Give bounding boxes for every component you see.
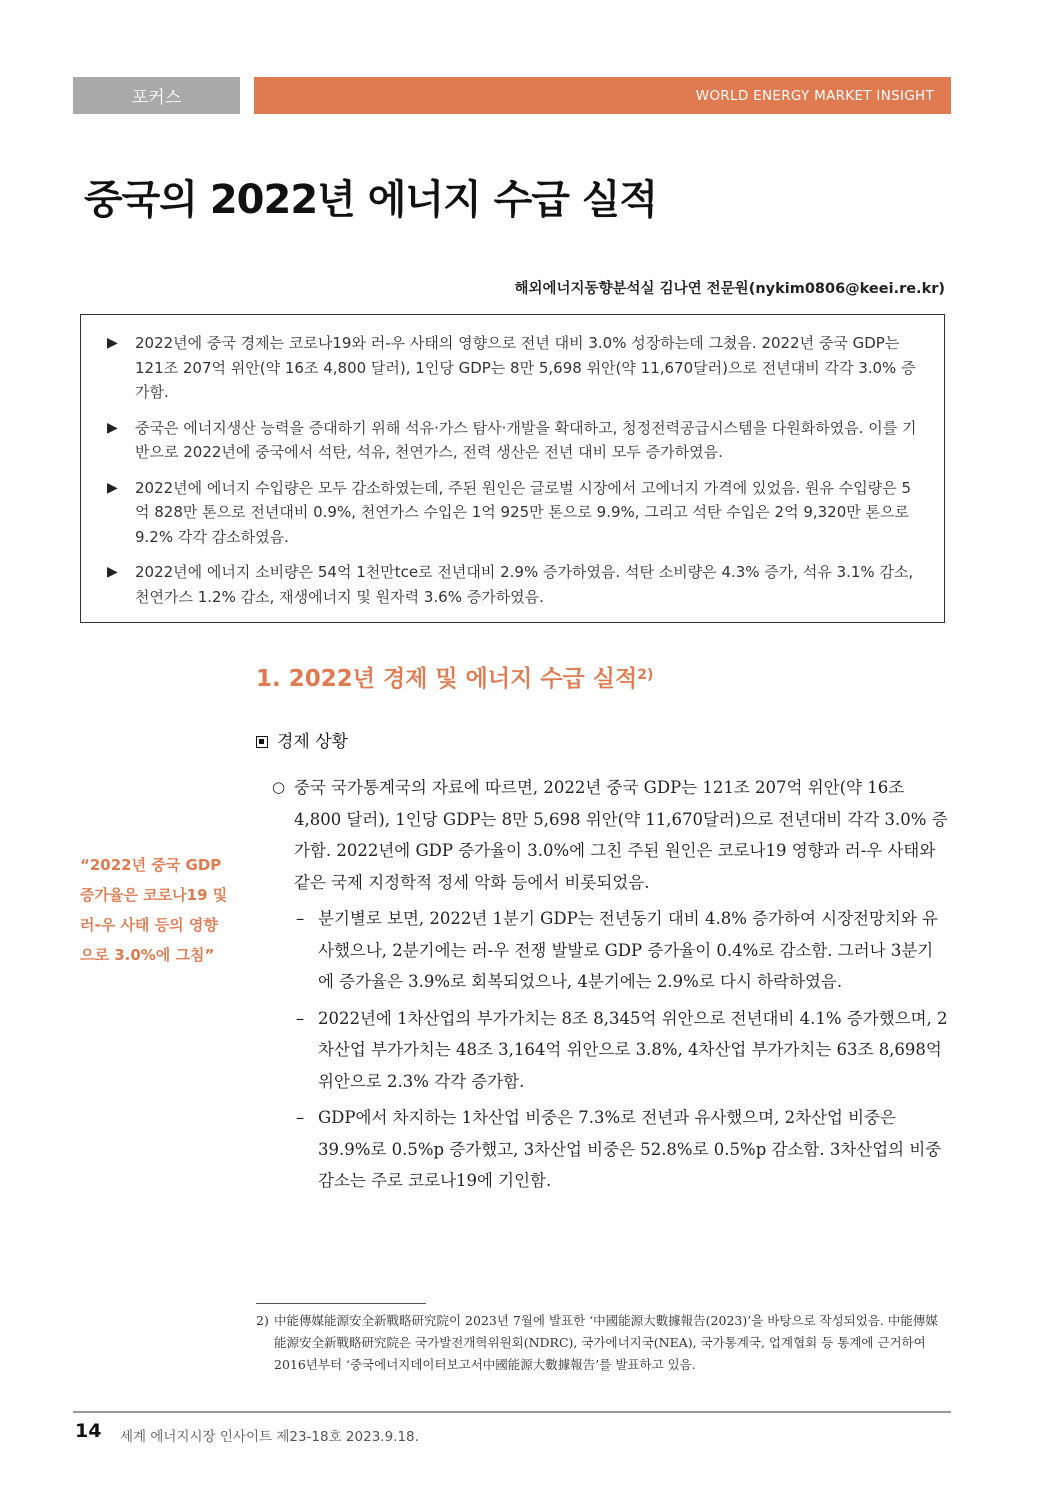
dash-bullet-icon: – — [296, 1008, 305, 1028]
summary-box — [80, 314, 945, 623]
footnote — [256, 1310, 948, 1376]
dash-bullet-icon: – — [296, 909, 305, 928]
footnote-ref: 2) — [637, 667, 654, 683]
dash-paragraph — [272, 1102, 948, 1197]
summary-text: 2022년에 중국 경제는 코로나19와 러-우 사태의 영향으로 전년 대비 3.0% 성장하는데 그쳤음. 2022년 중국 GDP는 121조 207억 위안(약 16조 4,800 달러), 1인당 GDP는 8만 5,698 위안(약 11,670달러)으로 전년대비 각각 3.0% 증가함. — [135, 334, 916, 401]
summary-item — [107, 331, 920, 405]
page-number: 14 — [75, 1420, 102, 1442]
paragraph-text: 2022년에 1차산업의 부가가치는 8조 8,345억 위안으로 전년대비 4.1% 증가했으며, 2차산업 부가가치는 48조 3,164억 위안으로 3.8%, 4차산업 부가가치는 63조 8,698억 위안으로 2.3% 각각 증가함. — [318, 1008, 948, 1091]
footnote-text: 中能傳媒能源安全新戰略研究院이 2023년 7월에 발표한 ‘中國能源大數據報告(2023)’을 바탕으로 작성되었음. 中能傳媒能源安全新戰略研究院은 국가발전개혁위원회(NDRC), 국가에너지국(NEA), 국가통계국, 업계협회 등 통계에 근거하여 2016년부터 ‘중국에너지데이터보고서中國能源大數據報告’를 발표하고 있음. — [274, 1313, 938, 1372]
footnote-divider — [256, 1303, 426, 1304]
summary-item — [107, 476, 920, 550]
triangle-bullet-icon: ▶ — [107, 564, 118, 580]
author-line: 해외에너지동향분석실 김나연 전문원(nykim0806@keei.re.kr) — [514, 281, 945, 297]
publication-title: 세계 에너지시장 인사이트 제23-18호 2023.9.18. — [120, 1429, 419, 1445]
body-text — [272, 772, 948, 1202]
triangle-bullet-icon: ▶ — [107, 479, 118, 496]
subheading — [256, 727, 348, 752]
section-heading-text: 1. 2022년 경제 및 에너지 수급 실적 — [256, 666, 638, 692]
dash-bullet-icon: – — [296, 1108, 305, 1127]
pull-quote: “2022년 중국 GDP 증가율은 코로나19 및 러-우 사태 등의 영향으로 3.0%에 그침” — [80, 856, 228, 964]
summary-text: 2022년에 에너지 수입량은 모두 감소하였는데, 주된 원인은 글로벌 시장에서 고에너지 가격에 있었음. 원유 수입량은 5억 828만 톤으로 전년대비 0.9%, 천연가스 수입은 1억 925만 톤으로 9.9%, 그리고 석탄 수입은 2억 9,320만 톤으로 9.2% 각각 감소하였음. — [135, 478, 912, 546]
paragraph-text: 분기별로 보면, 2022년 1분기 GDP는 전년동기 대비 4.8% 증가하여 시장전망치와 유사했으나, 2분기에는 러-우 전쟁 발발로 GDP 증가율이 0.4%로 감소함. 그러나 3분기에 증가율은 3.9%로 회복되었으나, 4분기에는 2.9%로 다시 하락하였음. — [318, 909, 938, 991]
series-label: WORLD ENERGY MARKET INSIGHT — [254, 77, 951, 114]
footer-divider — [73, 1411, 951, 1413]
dash-paragraph — [272, 1003, 948, 1098]
triangle-bullet-icon: ▶ — [107, 335, 118, 351]
circle-bullet-paragraph — [272, 772, 948, 898]
section-heading — [256, 660, 653, 693]
page-title: 중국의 2022년 에너지 수급 실적 — [84, 177, 658, 223]
summary-item — [107, 416, 920, 465]
dash-paragraph — [272, 903, 948, 998]
triangle-bullet-icon: ▶ — [107, 419, 118, 436]
paragraph-text: GDP에서 차지하는 1차산업 비중은 7.3%로 전년과 유사했으며, 2차산업 비중은 39.9%로 0.5%p 증가했고, 3차산업 비중은 52.8%로 0.5%p 감소함. 3차산업의 비중 감소는 주로 코로나19에 기인함. — [318, 1108, 942, 1190]
summary-text: 2022년에 에너지 소비량은 54억 1천만tce로 전년대비 2.9% 증가하였음. 석탄 소비량은 4.3% 증가, 석유 3.1% 감소, 천연가스 1.2% 감소, 재생에너지 및 원자력 3.6% 증가하였음. — [135, 563, 914, 606]
footnote-number: 2) — [256, 1313, 269, 1328]
circle-bullet-icon: ○ — [272, 778, 286, 796]
summary-text: 중국은 에너지생산 능력을 증대하기 위해 석유·가스 탐사·개발을 확대하고, 청정전력공급시스템을 다원화하였음. 이를 기반으로 2022년에 중국에서 석탄, 석유, 천연가스, 전력 생산은 전년 대비 모두 증가하였음. — [135, 418, 917, 461]
summary-item — [107, 560, 920, 609]
section-label: 포커스 — [73, 77, 240, 114]
subheading-text: 경제 상황 — [277, 732, 349, 752]
paragraph-text: 중국 국가통계국의 자료에 따르면, 2022년 중국 GDP는 121조 207억 위안(약 16조 4,800 달러), 1인당 GDP는 8만 5,698 위안(약 11,670달러)으로 전년대비 각각 3.0% 증가함. 2022년에 GDP 증가율이 3.0%에 그친 주된 원인은 코로나19 영향과 러-우 사태와 같은 국제 지정학적 정세 악화 등에서 비롯되었음. — [294, 778, 948, 892]
square-bullet-icon — [256, 736, 268, 748]
